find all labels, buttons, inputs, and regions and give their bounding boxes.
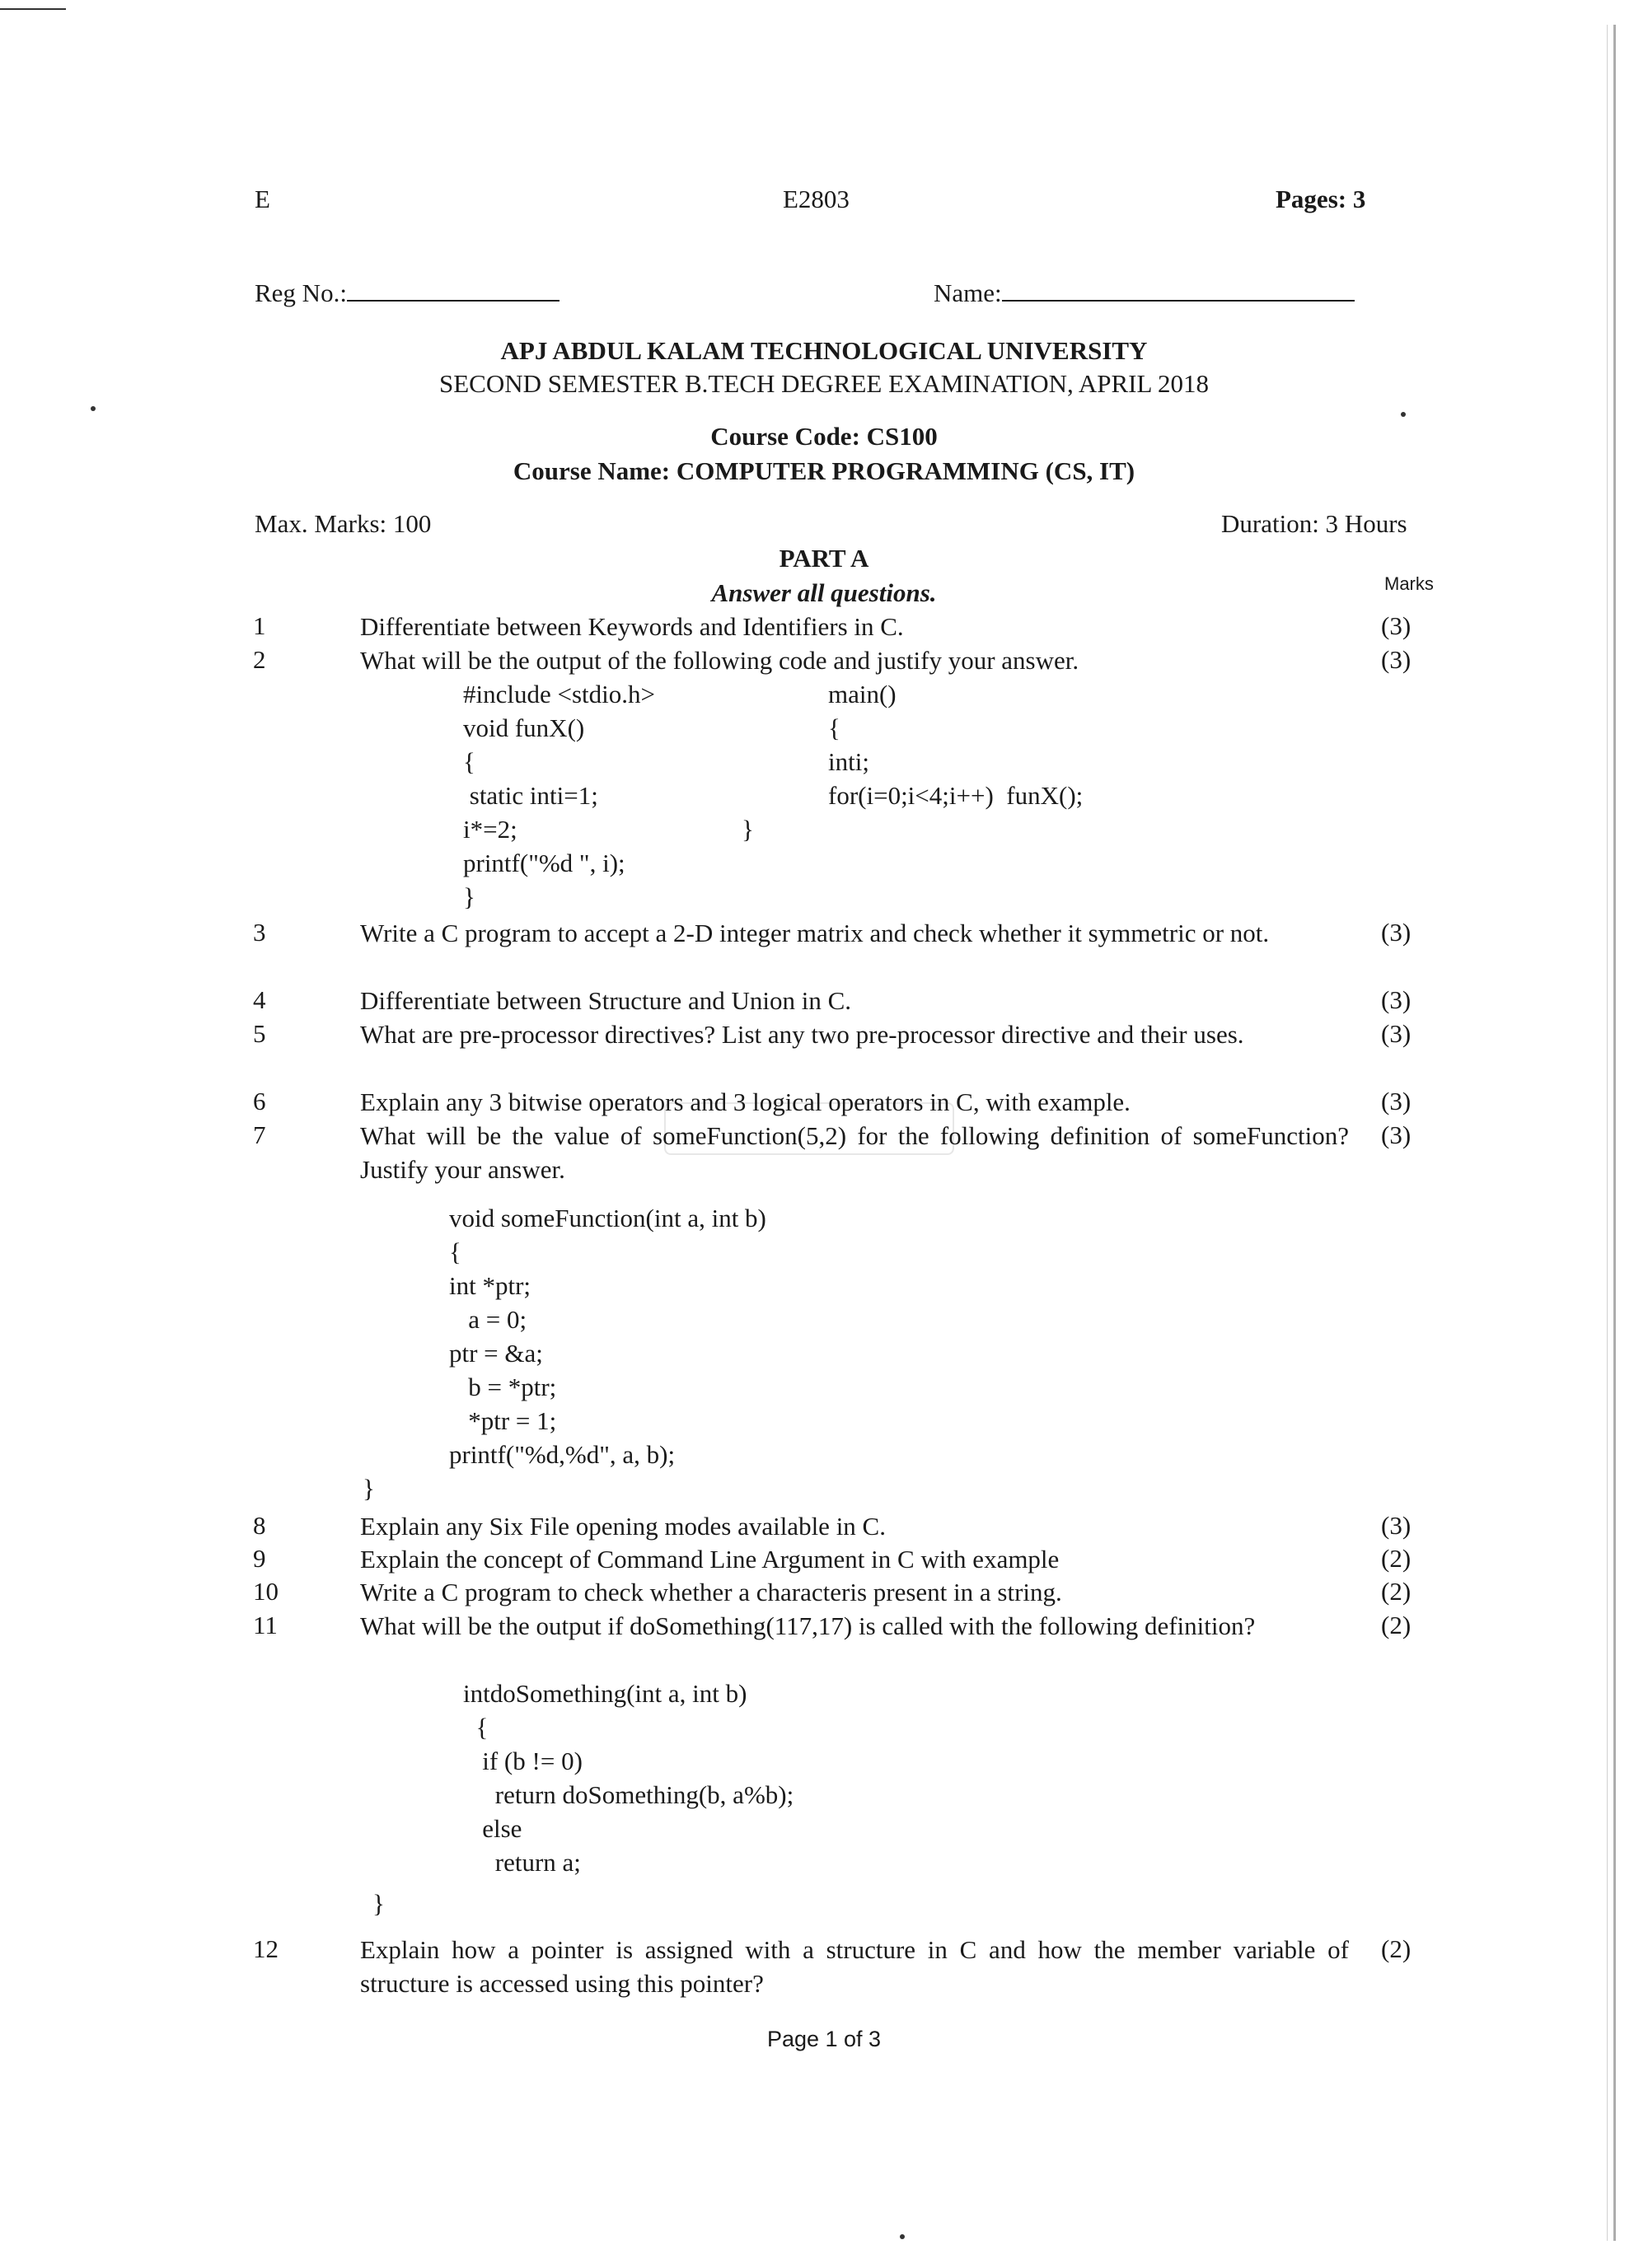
paper-code: E2803 (783, 185, 850, 213)
code-line: inti; (828, 747, 869, 776)
max-marks: Max. Marks: 100 (255, 509, 432, 538)
question-number: 6 (253, 1087, 266, 1115)
code-line: for(i=0;i<4;i++) funX(); (828, 781, 1084, 810)
question-marks: (3) (1381, 1019, 1412, 1048)
code-line: #include <stdio.h> (463, 680, 655, 708)
code-line: return a; (463, 1848, 581, 1877)
scan-speck (91, 406, 96, 411)
question-number: 10 (253, 1577, 279, 1606)
question-text: What will be the output if doSomething(117,17) is called with the following definition? (360, 1611, 1256, 1640)
scan-edge-mark (0, 8, 66, 10)
question-text: What are pre-processor directives? List any two pre-processor directive and their uses. (360, 1020, 1244, 1049)
name-blank (1002, 275, 1355, 302)
code-line: { (463, 1713, 489, 1742)
exam-title: SECOND SEMESTER B.TECH DEGREE EXAMINATION, APRIL 2018 (438, 369, 1210, 398)
code-line: } (742, 815, 754, 844)
question-marks: (3) (1381, 1087, 1412, 1115)
part-heading: PART A (779, 544, 869, 573)
question-marks: (3) (1381, 645, 1412, 674)
course-name: Course Name: COMPUTER PROGRAMMING (CS, IT) (513, 456, 1135, 485)
question-number: 3 (253, 918, 266, 947)
code-line: int *ptr; (449, 1271, 531, 1300)
question-marks: (3) (1381, 985, 1412, 1014)
reg-no-blank (347, 275, 559, 302)
question-text: Write a C program to accept a 2-D integer matrix and check whether it symmetric or not. (360, 919, 1270, 947)
code-line: } (463, 882, 475, 911)
question-text: Differentiate between Keywords and Identifiers in C. (360, 612, 904, 641)
question-text: Explain any Six File opening modes available in C. (360, 1512, 886, 1541)
code-line: if (b != 0) (463, 1747, 583, 1775)
question-number: 4 (253, 985, 266, 1014)
code-line: printf("%d ", i); (463, 849, 625, 877)
question-marks: (3) (1381, 1120, 1412, 1149)
question-number: 12 (253, 1934, 279, 1963)
code-line: else (463, 1814, 522, 1843)
question-text: Explain any 3 bitwise operators and 3 logical operators in C, with example. (360, 1087, 1131, 1116)
code-line: return doSomething(b, a%b); (463, 1780, 794, 1809)
reg-no-field (255, 275, 559, 310)
code-line: { (463, 747, 475, 776)
university-name: APJ ABDUL KALAM TECHNOLOGICAL UNIVERSITY (500, 336, 1148, 365)
question-number: 1 (253, 611, 266, 640)
code-line: ptr = &a; (449, 1339, 543, 1368)
code-line: void someFunction(int a, int b) (449, 1204, 766, 1232)
course-code: Course Code: CS100 (710, 422, 938, 451)
question-text: Explain the concept of Command Line Argument in C with example (360, 1545, 1060, 1574)
paper-set-letter: E (255, 185, 270, 213)
code-line: printf("%d,%d", a, b); (449, 1440, 676, 1469)
code-line: { (828, 713, 840, 742)
name-field (934, 275, 1355, 310)
code-line: intdoSomething(int a, int b) (463, 1679, 747, 1708)
scan-speck (900, 2234, 905, 2239)
question-marks: (3) (1381, 611, 1412, 640)
question-text: Write a C program to check whether a characteris present in a string. (360, 1578, 1062, 1606)
page-footer: Page 1 of 3 (766, 2027, 882, 2051)
code-line: void funX() (463, 713, 585, 742)
question-number: 8 (253, 1511, 266, 1540)
marks-column-label: Marks (1384, 573, 1434, 594)
code-line: *ptr = 1; (449, 1406, 557, 1435)
question-number: 5 (253, 1019, 266, 1048)
code-line: a = 0; (449, 1305, 527, 1334)
code-line: } (363, 1474, 375, 1503)
page-count: Pages: 3 (1276, 185, 1366, 213)
question-marks: (3) (1381, 918, 1412, 947)
question-marks: (2) (1381, 1934, 1412, 1963)
duration: Duration: 3 Hours (1221, 509, 1407, 538)
code-line: b = *ptr; (449, 1372, 557, 1401)
question-marks: (2) (1381, 1577, 1412, 1606)
question-text: What will be the value of someFunction(5,2) for the following definition of someFunction? Justify your answer. (360, 1121, 1349, 1184)
scan-speck (1401, 412, 1406, 417)
code-line: { (449, 1237, 461, 1266)
code-line: } (372, 1889, 385, 1918)
code-line: main() (828, 680, 897, 708)
question-number: 9 (253, 1544, 266, 1573)
question-number: 11 (253, 1611, 278, 1639)
code-line: i*=2; (463, 815, 517, 844)
code-line: static inti=1; (463, 781, 598, 810)
name-label: Name: (934, 278, 1002, 307)
question-number: 7 (253, 1120, 266, 1149)
question-marks: (2) (1381, 1611, 1412, 1639)
question-marks: (2) (1381, 1544, 1412, 1573)
question-text: Explain how a pointer is assigned with a structure in C and how the member variable of structure is accessed using this pointer? (360, 1935, 1349, 1998)
question-marks: (3) (1381, 1511, 1412, 1540)
question-text: Differentiate between Structure and Union in C. (360, 986, 851, 1015)
part-instruction: Answer all questions. (711, 578, 937, 607)
reg-no-label: Reg No.: (255, 278, 347, 307)
question-number: 2 (253, 645, 266, 674)
question-text: What will be the output of the following code and justify your answer. (360, 646, 1079, 675)
